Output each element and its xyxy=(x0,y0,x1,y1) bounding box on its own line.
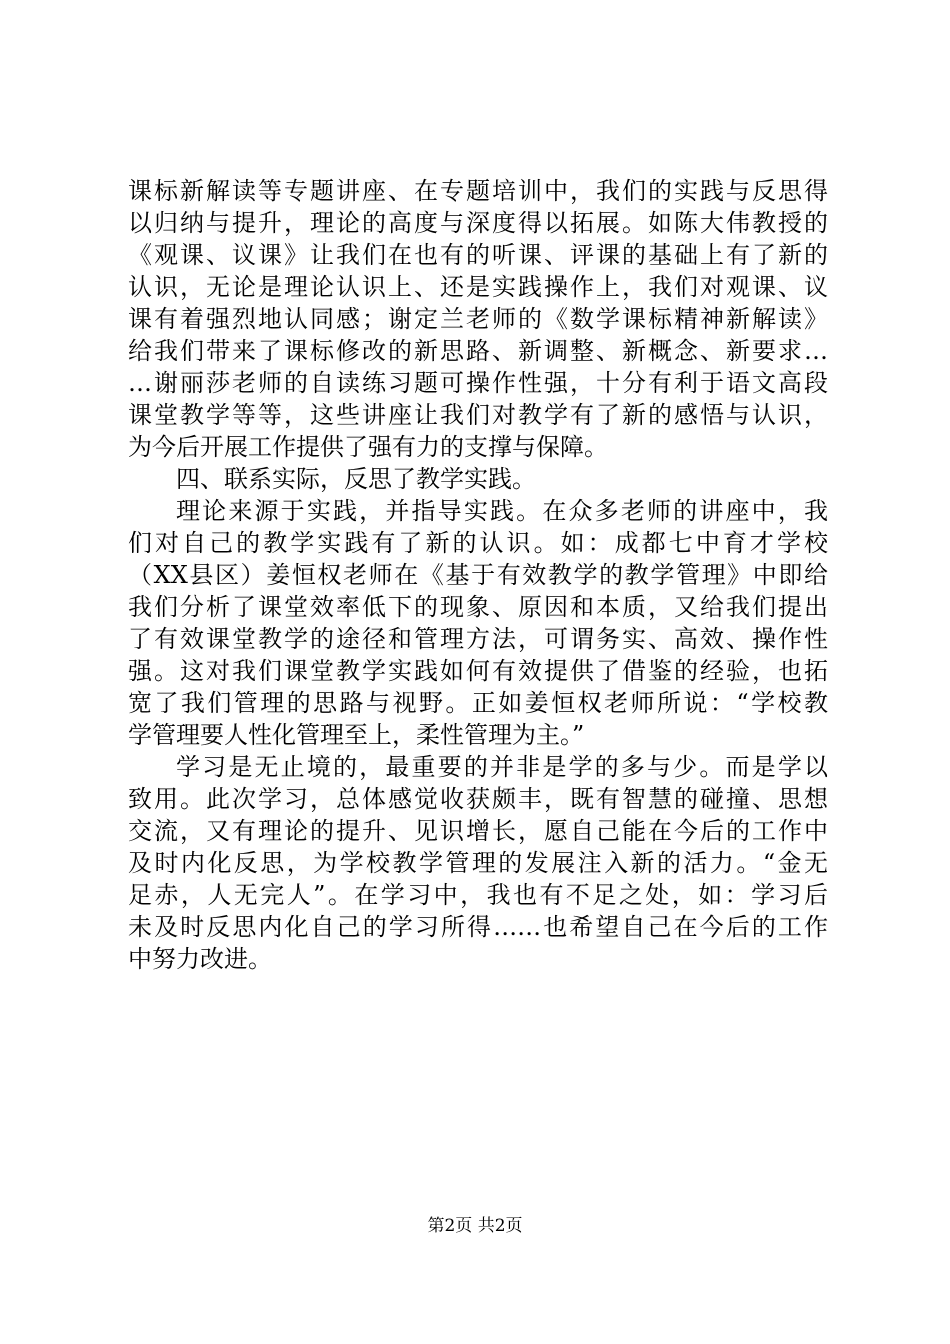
paragraph-line: 中努力改进。 xyxy=(128,945,272,973)
paragraph-line: 致用。此次学习，总体感觉收获颇丰，既有智慧的碰撞、思想 xyxy=(128,785,828,813)
paragraph-line: 学管理要人性化管理至上，柔性管理为主。” xyxy=(128,721,585,749)
paragraph-line: 学习是无止境的，最重要的并非是学的多与少。而是学以 xyxy=(176,753,828,781)
paragraph-line: 为今后开展工作提供了强有力的支撑与保障。 xyxy=(128,433,608,461)
document-body xyxy=(128,175,828,975)
paragraph-line: 课标新解读等专题讲座、在专题培训中，我们的实践与反思得 xyxy=(128,177,828,205)
paragraph-line: 了有效课堂教学的途径和管理方法，可谓务实、高效、操作性 xyxy=(128,625,828,653)
paragraph-line: 课有着强烈地认同感；谢定兰老师的《数学课标精神新解读》 xyxy=(128,305,828,333)
paragraph-line: 给我们带来了课标修改的新思路、新调整、新概念、新要求… xyxy=(128,337,828,365)
paragraph-line: 足赤，人无完人”。在学习中，我也有不足之处，如：学习后 xyxy=(128,881,828,909)
paragraph-line: 我们分析了课堂效率低下的现象、原因和本质，又给我们提出 xyxy=(128,593,828,621)
paragraph-line: …谢丽莎老师的自读练习题可操作性强，十分有利于语文高段 xyxy=(128,369,828,397)
paragraph-line: 以归纳与提升，理论的高度与深度得以拓展。如陈大伟教授的 xyxy=(128,209,828,237)
page-number-footer: 第2页 共2页 xyxy=(427,1216,523,1236)
section-heading: 四、联系实际，反思了教学实践。 xyxy=(176,465,536,493)
paragraph-line: 理论来源于实践，并指导实践。在众多老师的讲座中，我 xyxy=(176,497,828,525)
paragraph-line: 《观课、议课》让我们在也有的听课、评课的基础上有了新的 xyxy=(128,241,828,269)
paragraph-line: 认识，无论是理论认识上、还是实践操作上，我们对观课、议 xyxy=(128,273,828,301)
paragraph-line: 未及时反思内化自己的学习所得……也希望自己在今后的工作 xyxy=(128,913,828,941)
paragraph-line: 课堂教学等等，这些讲座让我们对教学有了新的感悟与认识， xyxy=(128,401,828,429)
paragraph-line: 们对自己的教学实践有了新的认识。如：成都七中育才学校 xyxy=(128,529,828,557)
paragraph-line: 及时内化反思，为学校教学管理的发展注入新的活力。“金无 xyxy=(128,849,828,877)
paragraph-line: 强。这对我们课堂教学实践如何有效提供了借鉴的经验，也拓 xyxy=(128,657,828,685)
paragraph-line: （XX县区）姜恒权老师在《基于有效教学的教学管理》中即给 xyxy=(128,561,828,589)
paragraph-line: 交流，又有理论的提升、见识增长，愿自己能在今后的工作中 xyxy=(128,817,828,845)
paragraph-line: 宽了我们管理的思路与视野。正如姜恒权老师所说：“学校教 xyxy=(128,689,828,717)
